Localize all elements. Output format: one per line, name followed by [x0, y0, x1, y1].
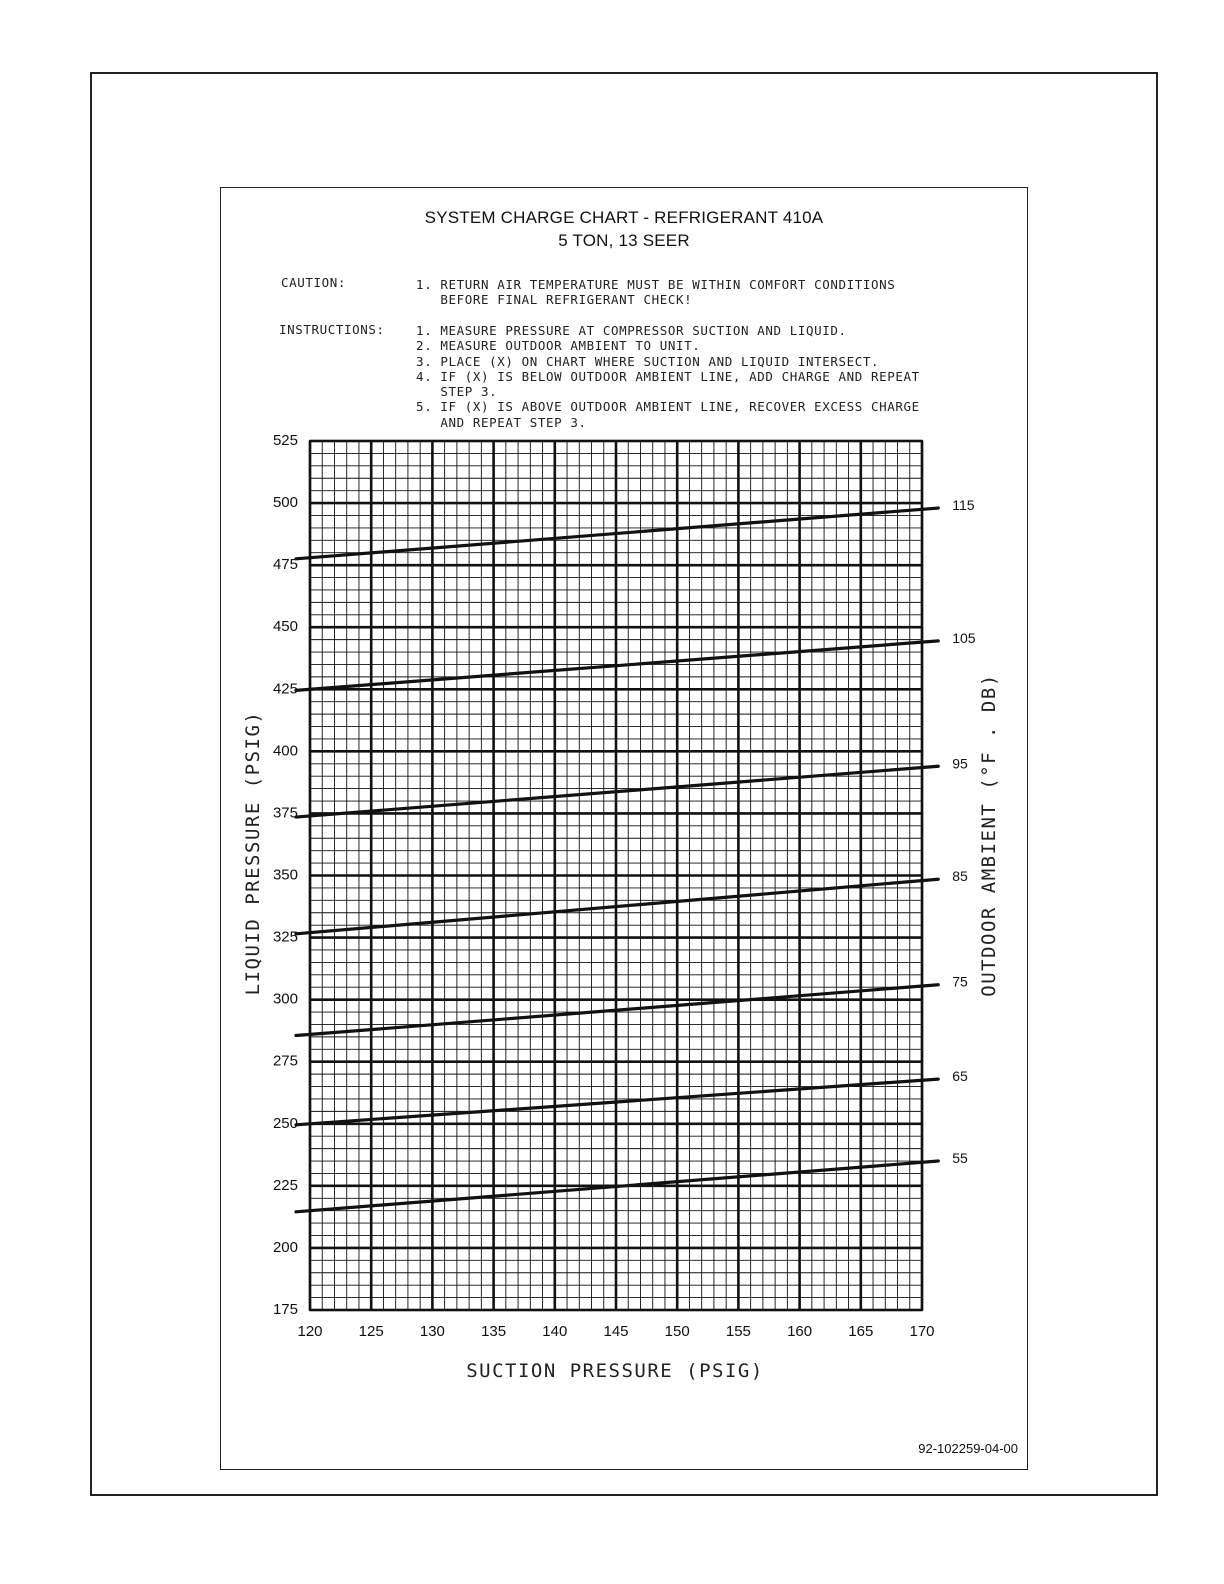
series-label-55: 55 [952, 1150, 968, 1167]
caution-label: CAUTION: [281, 275, 347, 290]
x-tick-label: 170 [909, 1323, 935, 1340]
y-tick-label: 200 [272, 1238, 298, 1256]
y-tick-label: 300 [272, 990, 298, 1008]
instruction-item: AND REPEAT STEP 3. [416, 414, 587, 430]
chart-grid [310, 441, 922, 1310]
instruction-item: STEP 3. [416, 384, 498, 400]
caution-item: BEFORE FINAL REFRIGERANT CHECK! [416, 292, 693, 308]
x-tick-label: 130 [419, 1323, 445, 1340]
x-axis-label: SUCTION PRESSURE (PSIG) [466, 1360, 764, 1382]
y-tick-label: 525 [272, 432, 298, 449]
y-tick-label: 250 [272, 1114, 298, 1132]
y-tick-label: 375 [272, 804, 298, 822]
y-tick-label: 275 [272, 1052, 298, 1070]
y-axis-label: LIQUID PRESSURE (PSIG) [242, 710, 264, 996]
y-tick-label: 450 [272, 618, 298, 636]
x-tick-label: 165 [848, 1323, 874, 1340]
instruction-item: 4. IF (X) IS BELOW OUTDOOR AMBIENT LINE, ADD CHARGE AND REPEAT [416, 368, 920, 384]
y-tick-label: 225 [272, 1176, 298, 1194]
x-tick-label: 155 [725, 1323, 751, 1340]
instruction-item: 1. MEASURE PRESSURE AT COMPRESSOR SUCTION AND LIQUID. [416, 323, 847, 338]
y-tick-label: 475 [272, 556, 298, 574]
y-tick-label: 425 [272, 680, 298, 698]
series-label-115: 115 [952, 497, 975, 514]
secondary-y-axis-label: OUTDOOR AMBIENT (°F . DB) [978, 673, 1000, 997]
chart-series [296, 497, 976, 1212]
y-tick-label: 325 [272, 928, 298, 946]
x-tick-label: 135 [481, 1323, 507, 1340]
instructions-label: INSTRUCTIONS: [279, 322, 385, 337]
y-tick-label: 500 [272, 494, 298, 512]
series-label-105: 105 [952, 629, 976, 646]
chart-subtitle: 5 TON, 13 SEER [558, 231, 690, 250]
instruction-item: 2. MEASURE OUTDOOR AMBIENT TO UNIT. [416, 338, 701, 354]
series-label-75: 75 [952, 973, 968, 990]
x-tick-label: 120 [297, 1323, 323, 1340]
x-tick-label: 150 [664, 1323, 690, 1340]
x-tick-label: 145 [603, 1323, 629, 1340]
y-tick-label: 175 [272, 1301, 298, 1318]
x-tick-label: 160 [787, 1323, 813, 1340]
chart-title: SYSTEM CHARGE CHART - REFRIGERANT 410A [424, 208, 824, 227]
document-number: 92-102259-04-00 [918, 1441, 1018, 1456]
x-tick-label: 140 [542, 1323, 568, 1340]
series-label-65: 65 [952, 1068, 968, 1085]
y-tick-label: 350 [272, 866, 298, 884]
series-label-95: 95 [952, 755, 968, 772]
y-tick-label: 400 [272, 742, 298, 760]
series-label-85: 85 [952, 868, 968, 885]
instruction-item: 3. PLACE (X) ON CHART WHERE SUCTION AND LIQUID INTERSECT. [416, 353, 880, 369]
instruction-item: 5. IF (X) IS ABOVE OUTDOOR AMBIENT LINE, RECOVER EXCESS CHARGE [416, 399, 920, 415]
caution-item: 1. RETURN AIR TEMPERATURE MUST BE WITHIN COMFORT CONDITIONS [416, 277, 896, 292]
x-tick-label: 125 [358, 1323, 384, 1340]
